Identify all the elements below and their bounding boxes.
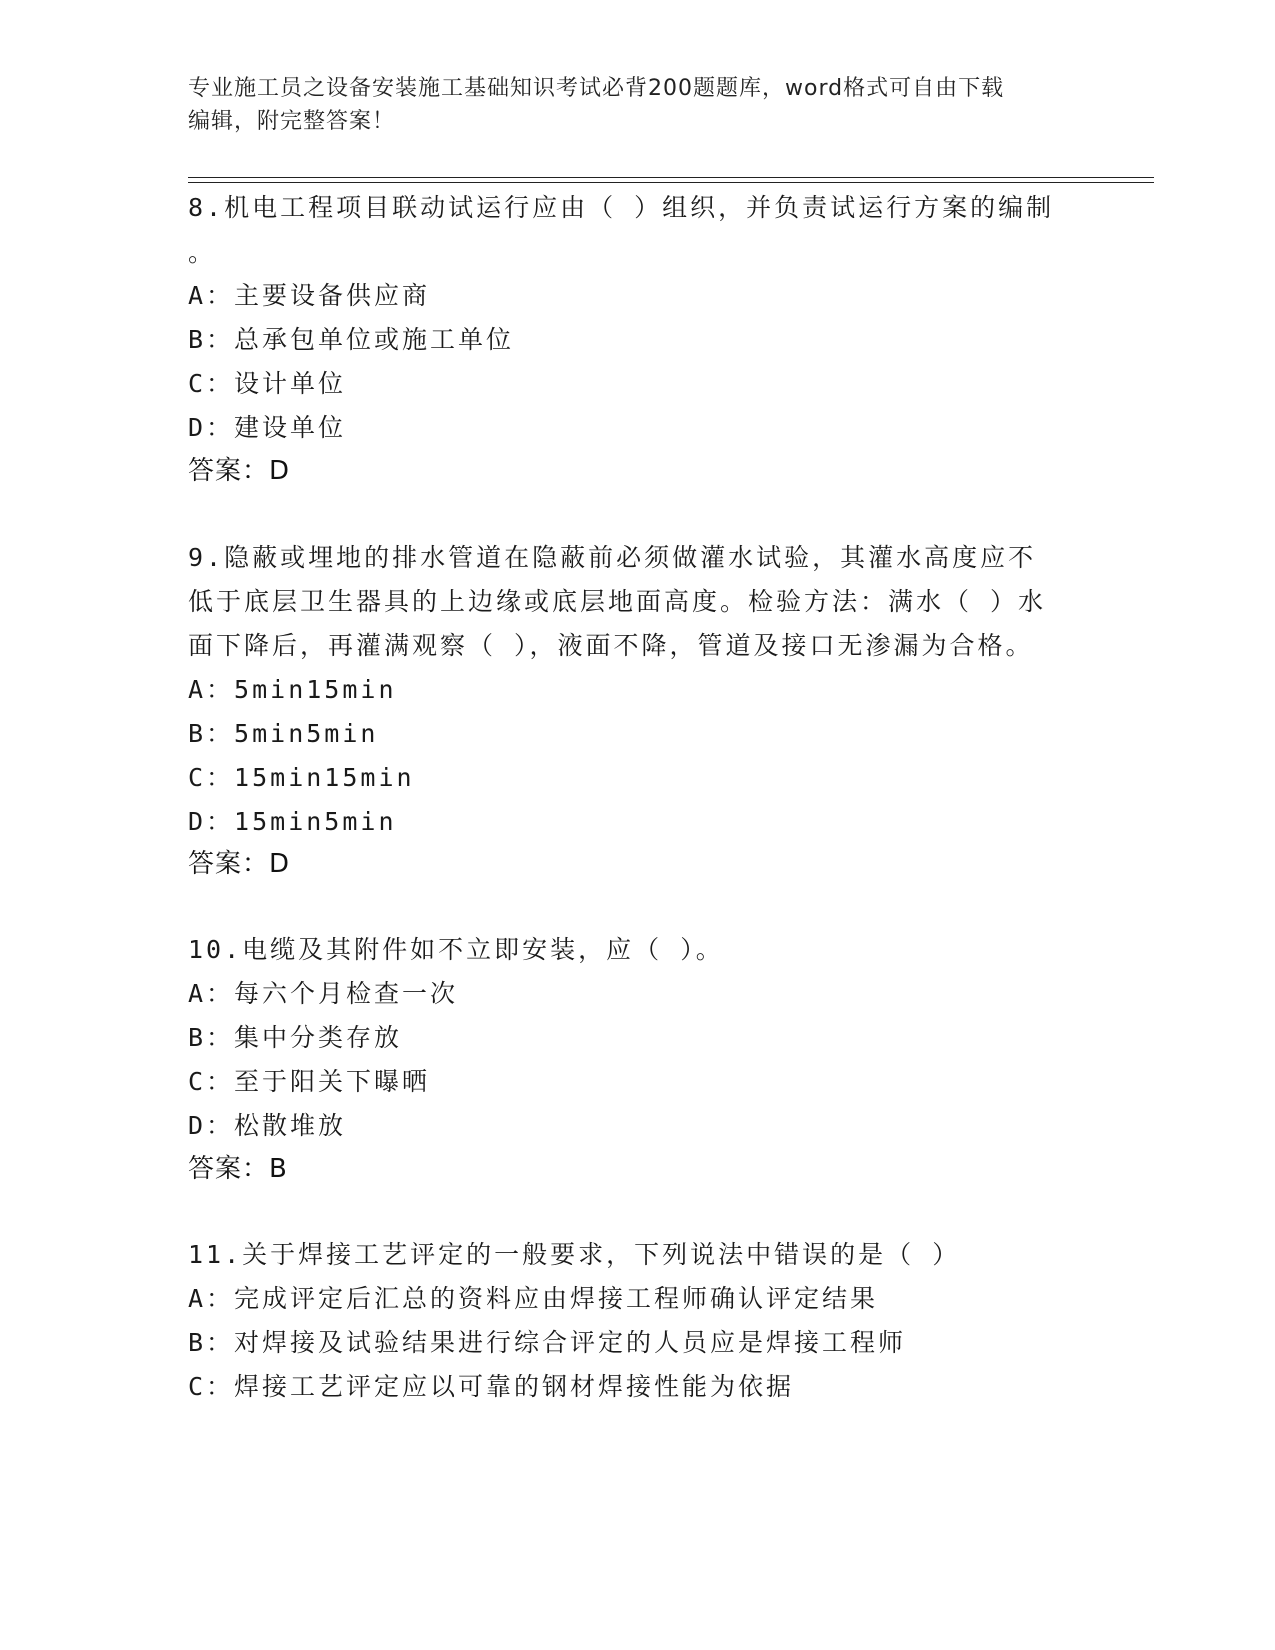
question-9-answer: 答案：D [188, 849, 291, 879]
question-9-option-a: A：5min15min [188, 675, 397, 704]
header-divider-bottom [188, 182, 1154, 183]
question-10-option-c: C：至于阳关下曝晒 [188, 1067, 431, 1096]
document-header [188, 72, 1088, 138]
question-10-answer: 答案：B [188, 1154, 288, 1184]
question-10-option-a: A：每六个月检查一次 [188, 979, 459, 1008]
header-line-2: 编辑，附完整答案！ [188, 109, 396, 134]
question-11-option-b: B：对焊接及试验结果进行综合评定的人员应是焊接工程师 [188, 1328, 907, 1357]
question-9-line-2: 低于底层卫生器具的上边缘或底层地面高度。检验方法：满水（ ）水 [188, 587, 1047, 616]
question-8-option-c: C：设计单位 [188, 369, 347, 398]
header-divider-top [188, 177, 1154, 178]
question-10-option-b: B：集中分类存放 [188, 1023, 403, 1052]
question-8-line-2: 。 [188, 238, 217, 267]
header-line-1: 专业施工员之设备安装施工基础知识考试必背200题题库，word格式可自由下载 [188, 76, 1005, 101]
question-10-option-d: D：松散堆放 [188, 1111, 347, 1140]
question-10-line-1: 10.电缆及其附件如不立即安装，应（ ）。 [188, 935, 724, 964]
question-9-line-1: 9.隐蔽或埋地的排水管道在隐蔽前必须做灌水试验，其灌水高度应不 [188, 543, 1037, 572]
question-9-option-b: B：5min5min [188, 719, 379, 748]
question-9-option-d: D：15min5min [188, 807, 397, 836]
question-11-option-c: C：焊接工艺评定应以可靠的钢材焊接性能为依据 [188, 1372, 795, 1401]
question-11-line-1: 11.关于焊接工艺评定的一般要求，下列说法中错误的是（ ） [188, 1240, 961, 1269]
question-9-line-3: 面下降后，再灌满观察（ ），液面不降，管道及接口无渗漏为合格。 [188, 631, 1034, 660]
question-8-option-b: B：总承包单位或施工单位 [188, 325, 515, 354]
question-8-answer: 答案：D [188, 456, 291, 486]
question-8-option-d: D：建设单位 [188, 413, 347, 442]
question-11-option-a: A：完成评定后汇总的资料应由焊接工程师确认评定结果 [188, 1284, 879, 1313]
question-8-line-1: 8.机电工程项目联动试运行应由（ ）组织，并负责试运行方案的编制 [188, 193, 1055, 222]
question-9-option-c: C：15min15min [188, 763, 415, 792]
question-8-option-a: A：主要设备供应商 [188, 281, 431, 310]
